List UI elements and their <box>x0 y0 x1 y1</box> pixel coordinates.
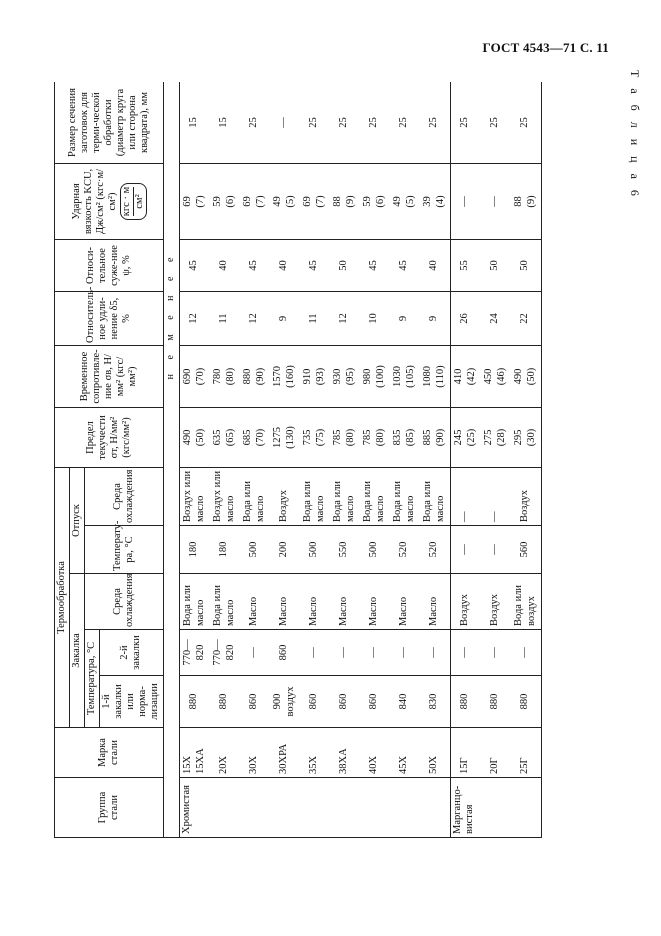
yield-cell: 835 (85) <box>390 408 420 468</box>
tensile-cell: 1080 (110) <box>420 346 451 408</box>
temper-temp-cell: 200 <box>270 526 300 574</box>
grade-cell: 35Х <box>300 728 330 778</box>
table-row <box>390 82 420 838</box>
tensile-cell: 980 (100) <box>360 346 390 408</box>
yield-cell: 685 (70) <box>240 408 270 468</box>
reduction-cell: 45 <box>179 240 210 292</box>
table-sheet <box>54 82 614 838</box>
grade-cell: 15Х 15ХА <box>179 728 210 778</box>
size-cell: 15 <box>179 82 210 164</box>
quench2-temp-cell: 770—820 <box>179 630 210 676</box>
tensile-cell: 930 (95) <box>330 346 360 408</box>
quench-medium-cell: Вода или воздух <box>511 574 542 630</box>
tensile-cell: 780 (80) <box>210 346 240 408</box>
group-name-cell: Хромистая <box>179 778 450 838</box>
col-quench-medium: Среда охлаждения <box>85 574 163 630</box>
col-impact <box>55 164 164 240</box>
yield-cell: 635 (65) <box>210 408 240 468</box>
quench-medium-cell: Масло <box>270 574 300 630</box>
quench2-temp-cell: — <box>330 630 360 676</box>
table-row <box>240 82 270 838</box>
table-body <box>179 82 541 838</box>
quench1-temp-cell: 860 <box>360 676 390 728</box>
impact-numerator: кгс · м <box>121 187 134 216</box>
quench-medium-cell: Масло <box>240 574 270 630</box>
quench2-temp-cell: 770—820 <box>210 630 240 676</box>
impact-denominator: см² <box>133 194 145 209</box>
reduction-cell: 40 <box>210 240 240 292</box>
reduction-cell: 45 <box>240 240 270 292</box>
temper-temp-cell: 520 <box>390 526 420 574</box>
quench1-temp-cell: 830 <box>420 676 451 728</box>
quench-medium-cell: Масло <box>390 574 420 630</box>
quench1-temp-cell: 840 <box>390 676 420 728</box>
tensile-cell: 1570 (160) <box>270 346 300 408</box>
reduction-cell: 45 <box>360 240 390 292</box>
temper-temp-cell: 520 <box>420 526 451 574</box>
yield-cell: 245 (25) <box>450 408 481 468</box>
elongation-cell: 12 <box>179 292 210 346</box>
temper-medium-cell: Воздух <box>270 468 300 526</box>
steel-properties-table <box>54 82 542 838</box>
elongation-cell: 11 <box>300 292 330 346</box>
elongation-cell: 26 <box>450 292 481 346</box>
yield-cell: 275 (28) <box>481 408 511 468</box>
quench-medium-cell: Вода или масло <box>179 574 210 630</box>
yield-cell: 735 (75) <box>300 408 330 468</box>
tensile-cell: 910 (93) <box>300 346 330 408</box>
elongation-cell: 24 <box>481 292 511 346</box>
yield-cell: 1275 (130) <box>270 408 300 468</box>
impact-cell: 59 (6) <box>360 164 390 240</box>
minimum-note: н е м е н е е <box>163 164 179 468</box>
impact-cell: 39 (4) <box>420 164 451 240</box>
reduction-cell: 50 <box>330 240 360 292</box>
size-cell: 25 <box>300 82 330 164</box>
table-row <box>300 82 330 838</box>
impact-label: Ударная вязкость KCU, Дж/см² (кгс·м/см²) <box>70 168 118 235</box>
temper-medium-cell: Вода или масло <box>360 468 390 526</box>
quench-medium-cell: Масло <box>330 574 360 630</box>
yield-cell: 885 (90) <box>420 408 451 468</box>
size-cell: 25 <box>330 82 360 164</box>
elongation-cell: 9 <box>390 292 420 346</box>
temper-temp-cell: 500 <box>300 526 330 574</box>
quench2-temp-cell: 860 <box>270 630 300 676</box>
quench1-temp-cell: 860 <box>300 676 330 728</box>
col-grade: Марка стали <box>55 728 164 778</box>
tensile-cell: 1030 (105) <box>390 346 420 408</box>
elongation-cell: 12 <box>330 292 360 346</box>
temper-medium-cell: Вода или масло <box>420 468 451 526</box>
size-cell: 25 <box>420 82 451 164</box>
quench-medium-cell: Масло <box>300 574 330 630</box>
quench2-temp-cell: — <box>481 630 511 676</box>
elongation-cell: 10 <box>360 292 390 346</box>
size-cell: 25 <box>450 82 481 164</box>
col-yield: Предел текучести σт, Н/мм² (кгс/мм²) <box>55 408 164 468</box>
reduction-cell: 45 <box>300 240 330 292</box>
size-cell: 25 <box>481 82 511 164</box>
temper-temp-cell: 180 <box>179 526 210 574</box>
impact-cell: 69 (7) <box>179 164 210 240</box>
temper-medium-cell: Вода или масло <box>330 468 360 526</box>
temper-temp-cell: 560 <box>511 526 542 574</box>
quench-medium-cell: Воздух <box>450 574 481 630</box>
quench1-temp-cell: 880 <box>210 676 240 728</box>
temper-temp-cell: — <box>481 526 511 574</box>
col-temper-medium: Среда охлаждения <box>85 468 163 526</box>
reduction-cell: 40 <box>420 240 451 292</box>
quench1-temp-cell: 880 <box>179 676 210 728</box>
table-viewport <box>54 82 614 838</box>
quench-medium-cell: Воздух <box>481 574 511 630</box>
table-row <box>179 82 210 838</box>
grade-cell: 20Г <box>481 728 511 778</box>
temper-medium-cell: Воздух или масло <box>179 468 210 526</box>
grade-cell: 15Г <box>450 728 481 778</box>
elongation-cell: 11 <box>210 292 240 346</box>
quench1-temp-cell: 880 <box>511 676 542 728</box>
table-row <box>511 82 542 838</box>
tensile-cell: 490 (50) <box>511 346 542 408</box>
col-temper-temp: Температу-ра, °С <box>85 526 163 574</box>
table-row <box>270 82 300 838</box>
size-cell: 25 <box>360 82 390 164</box>
size-cell: 25 <box>240 82 270 164</box>
reduction-cell: 45 <box>390 240 420 292</box>
temper-temp-cell: 180 <box>210 526 240 574</box>
grade-cell: 45Х <box>390 728 420 778</box>
impact-cell: 69 (7) <box>240 164 270 240</box>
table-row <box>450 82 481 838</box>
quench1-temp-cell: 880 <box>450 676 481 728</box>
yield-cell: 785 (80) <box>330 408 360 468</box>
col-temper: Отпуск <box>70 468 85 574</box>
quench2-temp-cell: — <box>240 630 270 676</box>
impact-cell: 69 (7) <box>300 164 330 240</box>
quench2-temp-cell: — <box>390 630 420 676</box>
quench1-temp-cell: 900 воздух <box>270 676 300 728</box>
quench2-temp-cell: — <box>300 630 330 676</box>
grade-cell: 30ХРА <box>270 728 300 778</box>
temper-temp-cell: 500 <box>240 526 270 574</box>
temper-temp-cell: — <box>450 526 481 574</box>
quench2-temp-cell: — <box>360 630 390 676</box>
temper-medium-cell: Воздух или масло <box>210 468 240 526</box>
tensile-cell: 450 (46) <box>481 346 511 408</box>
size-cell: 15 <box>210 82 240 164</box>
quench1-temp-cell: 860 <box>240 676 270 728</box>
col-reduction: Относи-тельное суже-ние ψ, % <box>55 240 164 292</box>
size-cell: — <box>270 82 300 164</box>
table-row <box>330 82 360 838</box>
col-elongation: Относитель-ное удли-нение δ5, % <box>55 292 164 346</box>
grade-cell: 40Х <box>360 728 390 778</box>
impact-fraction <box>120 183 147 220</box>
temper-medium-cell: — <box>481 468 511 526</box>
impact-cell: — <box>481 164 511 240</box>
table-row <box>210 82 240 838</box>
temper-medium-cell: Воздух <box>511 468 542 526</box>
col-size: Размер сечения заготовок для терми-ческой обработки (диаметр круга или сторона квадрата), мм <box>55 82 164 164</box>
impact-cell: — <box>450 164 481 240</box>
col-quench: Закалка <box>70 574 85 728</box>
grade-cell: 20Х <box>210 728 240 778</box>
temper-medium-cell: Вода или масло <box>300 468 330 526</box>
tensile-cell: 880 (90) <box>240 346 270 408</box>
table-row <box>420 82 451 838</box>
impact-cell: 49 (5) <box>390 164 420 240</box>
quench1-temp-cell: 880 <box>481 676 511 728</box>
col-group: Группа стали <box>55 778 164 838</box>
col-heat-treatment: Термообработка <box>55 468 70 728</box>
quench-medium-cell: Вода или масло <box>210 574 240 630</box>
grade-cell: 25Г <box>511 728 542 778</box>
quench-medium-cell: Масло <box>360 574 390 630</box>
size-cell: 25 <box>390 82 420 164</box>
impact-cell: 88 (9) <box>330 164 360 240</box>
tensile-cell: 690 (70) <box>179 346 210 408</box>
col-quench-temp: Температура, °С <box>85 630 100 728</box>
temper-temp-cell: 550 <box>330 526 360 574</box>
table-row <box>481 82 511 838</box>
grade-cell: 38ХА <box>330 728 360 778</box>
col-quench-1: 1-й закалки или норма-лизации <box>100 676 163 728</box>
reduction-cell: 55 <box>450 240 481 292</box>
yield-cell: 785 (80) <box>360 408 390 468</box>
table-caption: Т а б л и ц а 6 <box>628 70 642 200</box>
reduction-cell: 50 <box>511 240 542 292</box>
reduction-cell: 40 <box>270 240 300 292</box>
quench2-temp-cell: — <box>420 630 451 676</box>
impact-cell: 88 (9) <box>511 164 542 240</box>
table-row <box>360 82 390 838</box>
impact-cell: 59 (6) <box>210 164 240 240</box>
elongation-cell: 9 <box>420 292 451 346</box>
quench1-temp-cell: 860 <box>330 676 360 728</box>
quench2-temp-cell: — <box>511 630 542 676</box>
elongation-cell: 12 <box>240 292 270 346</box>
temper-medium-cell: Вода или масло <box>240 468 270 526</box>
temper-medium-cell: Вода или масло <box>390 468 420 526</box>
elongation-cell: 22 <box>511 292 542 346</box>
col-quench-2: 2-й закалки <box>100 630 163 676</box>
grade-cell: 50Х <box>420 728 451 778</box>
tensile-cell: 410 (42) <box>450 346 481 408</box>
yield-cell: 295 (30) <box>511 408 542 468</box>
elongation-cell: 9 <box>270 292 300 346</box>
group-name-cell: Марганцо-вистая <box>450 778 541 838</box>
quench2-temp-cell: — <box>450 630 481 676</box>
temper-medium-cell: — <box>450 468 481 526</box>
size-cell: 25 <box>511 82 542 164</box>
col-tensile: Временное сопротивле-ние σв, Н/мм² (кгс/мм²) <box>55 346 164 408</box>
yield-cell: 490 (50) <box>179 408 210 468</box>
quench-medium-cell: Масло <box>420 574 451 630</box>
reduction-cell: 50 <box>481 240 511 292</box>
grade-cell: 30Х <box>240 728 270 778</box>
temper-temp-cell: 500 <box>360 526 390 574</box>
page-header: ГОСТ 4543—71 С. 11 <box>482 40 609 55</box>
impact-cell: 49 (5) <box>270 164 300 240</box>
